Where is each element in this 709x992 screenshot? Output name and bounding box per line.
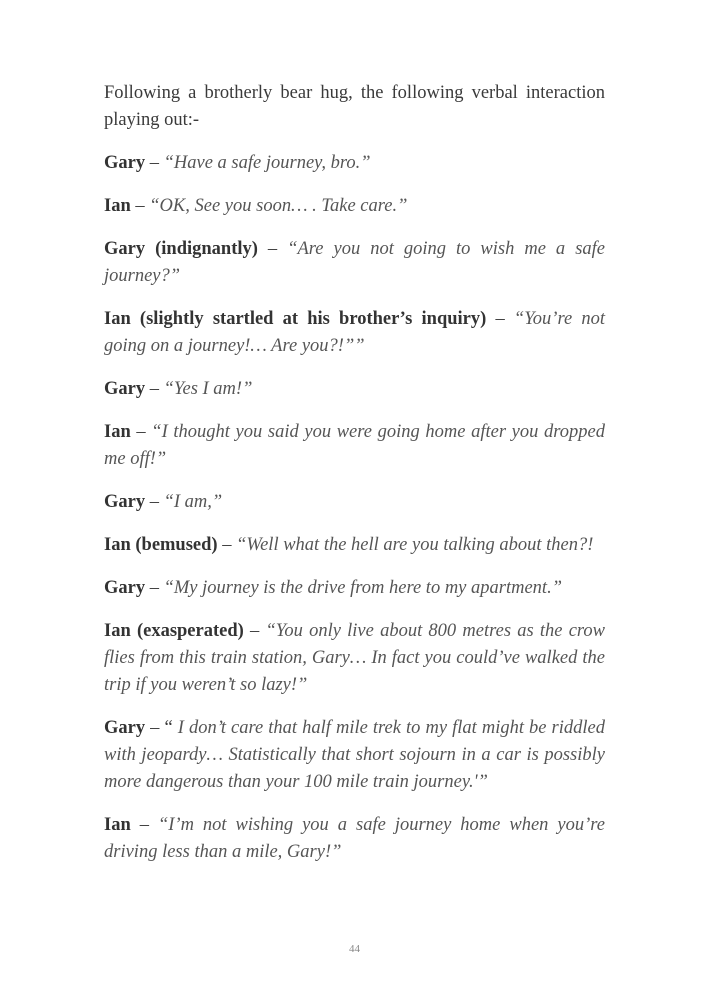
speaker-name: Gary <box>104 578 146 598</box>
dialogue-line <box>104 193 605 220</box>
speaker-name: Gary <box>104 492 146 512</box>
speaker-name: Ian <box>104 422 131 442</box>
dialogue-dash: – <box>130 815 158 835</box>
speaker-name: Ian <box>104 196 131 216</box>
dialogue-quote: “I am,” <box>163 492 223 512</box>
speaker-name: Gary <box>104 718 146 738</box>
dialogue-quote: “Are you not going to wish me a safe journey?” <box>104 239 605 286</box>
dialogue-line <box>104 715 605 796</box>
dialogue-quote: “Yes I am!” <box>163 379 253 399</box>
dialogue-dash: – <box>145 578 164 598</box>
dialogue-quote: “I thought you said you were going home after you dropped me off!” <box>104 422 606 469</box>
dialogue-dash: – <box>130 422 152 442</box>
dialogue-dash: – <box>243 621 266 641</box>
intro-paragraph: Following a brotherly bear hug, the following verbal interaction playing out:- <box>104 83 605 130</box>
page-number: 44 <box>349 943 360 955</box>
dialogue-line <box>104 150 605 177</box>
dialogue-quote: “Have a safe journey, bro.” <box>163 153 371 173</box>
dialogue-dash: – <box>130 196 150 216</box>
dialogue-line <box>104 236 605 290</box>
dialogue-quote: “OK, See you soon… . Take care.” <box>149 196 408 216</box>
dialogue-line <box>104 532 605 559</box>
dialogue-line <box>104 419 605 473</box>
body-text <box>104 80 605 882</box>
speaker-name: Gary <box>104 379 146 399</box>
dialogue-line <box>104 489 605 516</box>
dialogue-dash: – <box>217 535 237 555</box>
dialogue-line <box>104 306 605 360</box>
dialogue-dash: – <box>145 379 164 399</box>
speaker-name: Ian <box>104 815 131 835</box>
dialogue-line <box>104 575 605 602</box>
speaker-name: Ian (slightly startled at his brother’s inquiry) <box>104 309 487 329</box>
dialogue-dash: – “ <box>145 718 178 738</box>
speaker-name: Ian (exasperated) <box>104 621 244 641</box>
dialogue-quote: “Well what the hell are you talking about then?! <box>236 535 594 555</box>
dialogue-quote: “You only live about 800 metres as the crow flies from this train station, Gary… In fact you could’ve walked the trip if you weren’t so lazy!” <box>104 621 606 695</box>
dialogue-dash: – <box>257 239 288 259</box>
dialogue-quote: “You’re not going on a journey!… Are you?!”” <box>104 309 606 356</box>
speaker-name: Gary (indignantly) <box>104 239 258 259</box>
dialogue-line <box>104 812 605 866</box>
dialogue-line <box>104 618 605 699</box>
dialogue-quote: “My journey is the drive from here to my apartment.” <box>163 578 562 598</box>
dialogue-dash: – <box>486 309 514 329</box>
dialogue-line <box>104 376 605 403</box>
dialogue-dash: – <box>145 492 164 512</box>
dialogue-dash: – <box>145 153 164 173</box>
speaker-name: Ian (bemused) <box>104 535 218 555</box>
dialogue-quote: I don’t care that half mile trek to my flat might be riddled with jeopardy… Statistically that short sojourn in a car is possibly more dangerous than your 100 mile train journey.'” <box>104 718 605 792</box>
dialogue-quote: “I’m not wishing you a safe journey home when you’re driving less than a mile, Gary!” <box>104 815 605 862</box>
speaker-name: Gary <box>104 153 146 173</box>
